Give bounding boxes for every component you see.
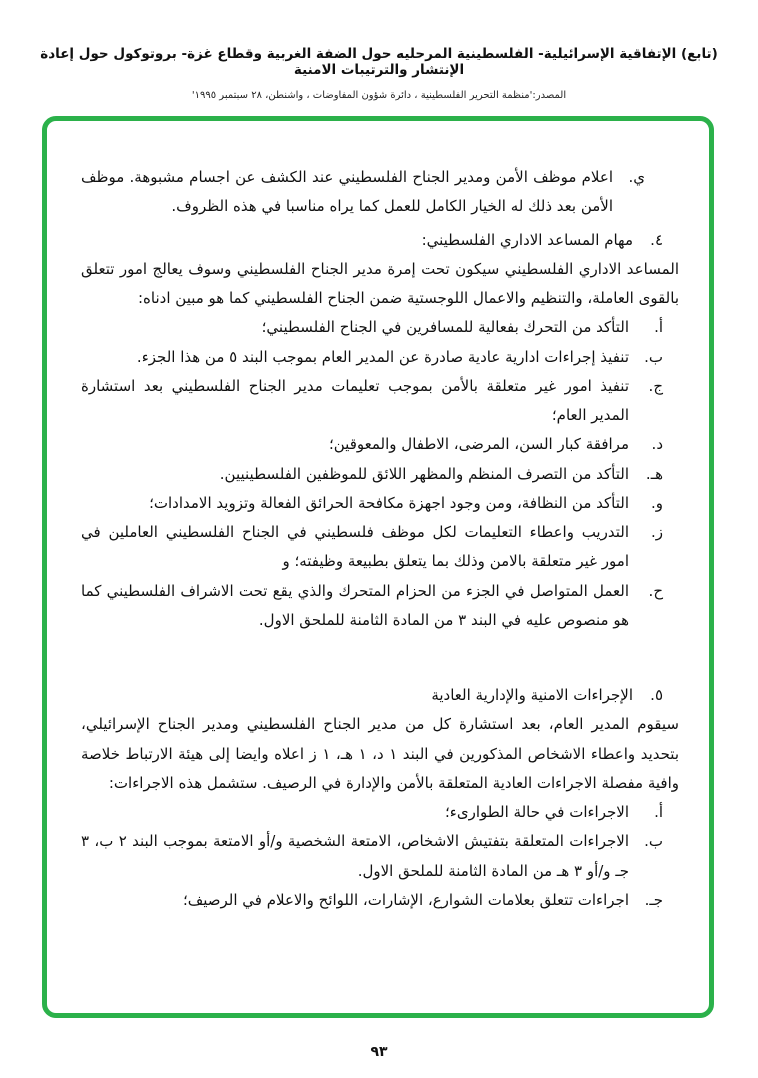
list-marker: أ. <box>654 318 663 337</box>
section-heading <box>81 226 663 255</box>
list-item-text: اجراءات تتعلق بعلامات الشوارع، الإشارات، اللوائح والاعلام في الرصيف؛ <box>182 890 629 909</box>
document-body <box>47 121 709 915</box>
list-marker: ب. <box>644 347 663 366</box>
list-marker: ي. <box>628 168 645 186</box>
list-item-text: تنفيذ إجراءات ادارية عادية صادرة عن المدير العام بموجب البند ٥ من هذا الجزء. <box>136 347 629 366</box>
source-line: المصدر:'منظمة التحرير الفلسطينية ، دائرة شؤون المفاوضات ، واشنطن، ٢٨ سبتمبر ١٩٩٥' <box>191 90 567 101</box>
section-number: ٤. <box>650 230 663 249</box>
paragraph: سيقوم المدير العام، بعد استشارة كل من مدير الجناح الفلسطيني ومدير الجناح الإسرائيلي، بتحديد واعطاء الاشخاص المذكورين في البند ١ د، ١ هـ، ١ ز اعلاه وايضا إلى هيئة الارتباط خلاصة وافية مفصلة الاجراءات العادية المتعلقة بالأمن والإدارة في الرصيف. ستشمل هذه الاجراءات: <box>81 715 679 792</box>
paragraph: المساعد الاداري الفلسطيني سيكون تحت إمرة مدير الجناح الفلسطيني وسوف يعالج امور تتعلق بالقوى العاملة، والتنظيم والاعمال اللوجستية ضمن الجناح الفلسطيني كما هو مبين ادناه: <box>81 259 679 307</box>
section-title: مهام المساعد الاداري الفلسطيني: <box>421 230 633 249</box>
section-number: ٥. <box>650 686 663 704</box>
list-marker: أ. <box>654 803 663 821</box>
list-marker: ح. <box>648 581 663 600</box>
list-item <box>81 798 663 827</box>
list-marker: ز. <box>650 523 663 541</box>
list-marker: هـ. <box>645 464 663 483</box>
list-item-text: التأكد من النظافة، ومن وجود اجهزة مكافحة الحرائق الفعالة وتزويد الامدادات؛ <box>149 493 629 512</box>
list-marker: د. <box>651 435 663 454</box>
page-number: ٩٣ <box>370 1044 388 1060</box>
list-item-text: التأكد من التحرك بفعالية للمسافرين في الجناح الفلسطيني؛ <box>261 318 629 337</box>
list-item <box>81 430 663 459</box>
section-heading <box>81 681 663 710</box>
list-item-text: التأكد من التصرف المنظم والمظهر اللائق للموظفين الفلسطينيين. <box>219 464 629 483</box>
list-item-text: الاجراءات في حالة الطوارىء؛ <box>445 803 629 821</box>
document-title: (تابع) الإتفاقية الإسرائيلية- الفلسطينية المرحليه حول الضفة الغربية وقطاع غزة- بروتوكول حول إعادة الإنتشار والترتيبات الامنية <box>40 46 718 78</box>
section-title: الإجراءات الامنية والإدارية العادية <box>431 686 633 704</box>
list-item <box>81 343 663 372</box>
list-marker: ب. <box>644 832 663 851</box>
content-border-box <box>42 116 714 1018</box>
list-item-text: الاجراءات المتعلقة بتفتيش الاشخاص، الامتعة الشخصية و/أو الامتعة بموجب البند ٢ ب، ٣ جـ و/أو ٣ هـ من المادة الثامنة للملحق الاول. <box>81 832 630 880</box>
list-item <box>81 577 663 636</box>
list-marker: و. <box>650 493 663 512</box>
page-header <box>20 46 738 101</box>
list-item <box>81 489 663 518</box>
list-item-text: مرافقة كبار السن، المرضى، الاطفال والمعوقين؛ <box>329 435 629 454</box>
list-item <box>81 313 663 342</box>
list-marker: ج. <box>648 376 663 395</box>
list-item <box>81 163 645 222</box>
list-item-text: تنفيذ امور غير متعلقة بالأمن بموجب تعليمات مدير الجناح الفلسطيني بعد استشارة المدير العام؛ <box>81 376 629 424</box>
list-item <box>81 518 663 577</box>
list-item-text: العمل المتواصل في الجزء من الحزام المتحرك والذي يقع تحت الاشراف الفلسطيني كما هو منصوص عليه في البند ٣ من المادة الثامنة للملحق الاول. <box>81 581 629 629</box>
list-item <box>81 827 663 886</box>
list-item <box>81 886 663 915</box>
list-item <box>81 460 663 489</box>
list-item-text: التدريب واعطاء التعليمات لكل موظف فلسطيني في الجناح الفلسطيني العاملين في امور غير متعلقة بالامن وذلك بما يتعلق بطبيعة وظيفته؛ و <box>81 523 629 571</box>
list-marker: جـ. <box>644 890 663 909</box>
list-item <box>81 372 663 431</box>
list-item-text: اعلام موظف الأمن ومدير الجناح الفلسطيني عند الكشف عن اجسام مشبوهة. موظف الأمن بعد ذلك له الخيار الكامل للعمل كما يراه مناسبا في هذه الظروف. <box>81 168 613 216</box>
